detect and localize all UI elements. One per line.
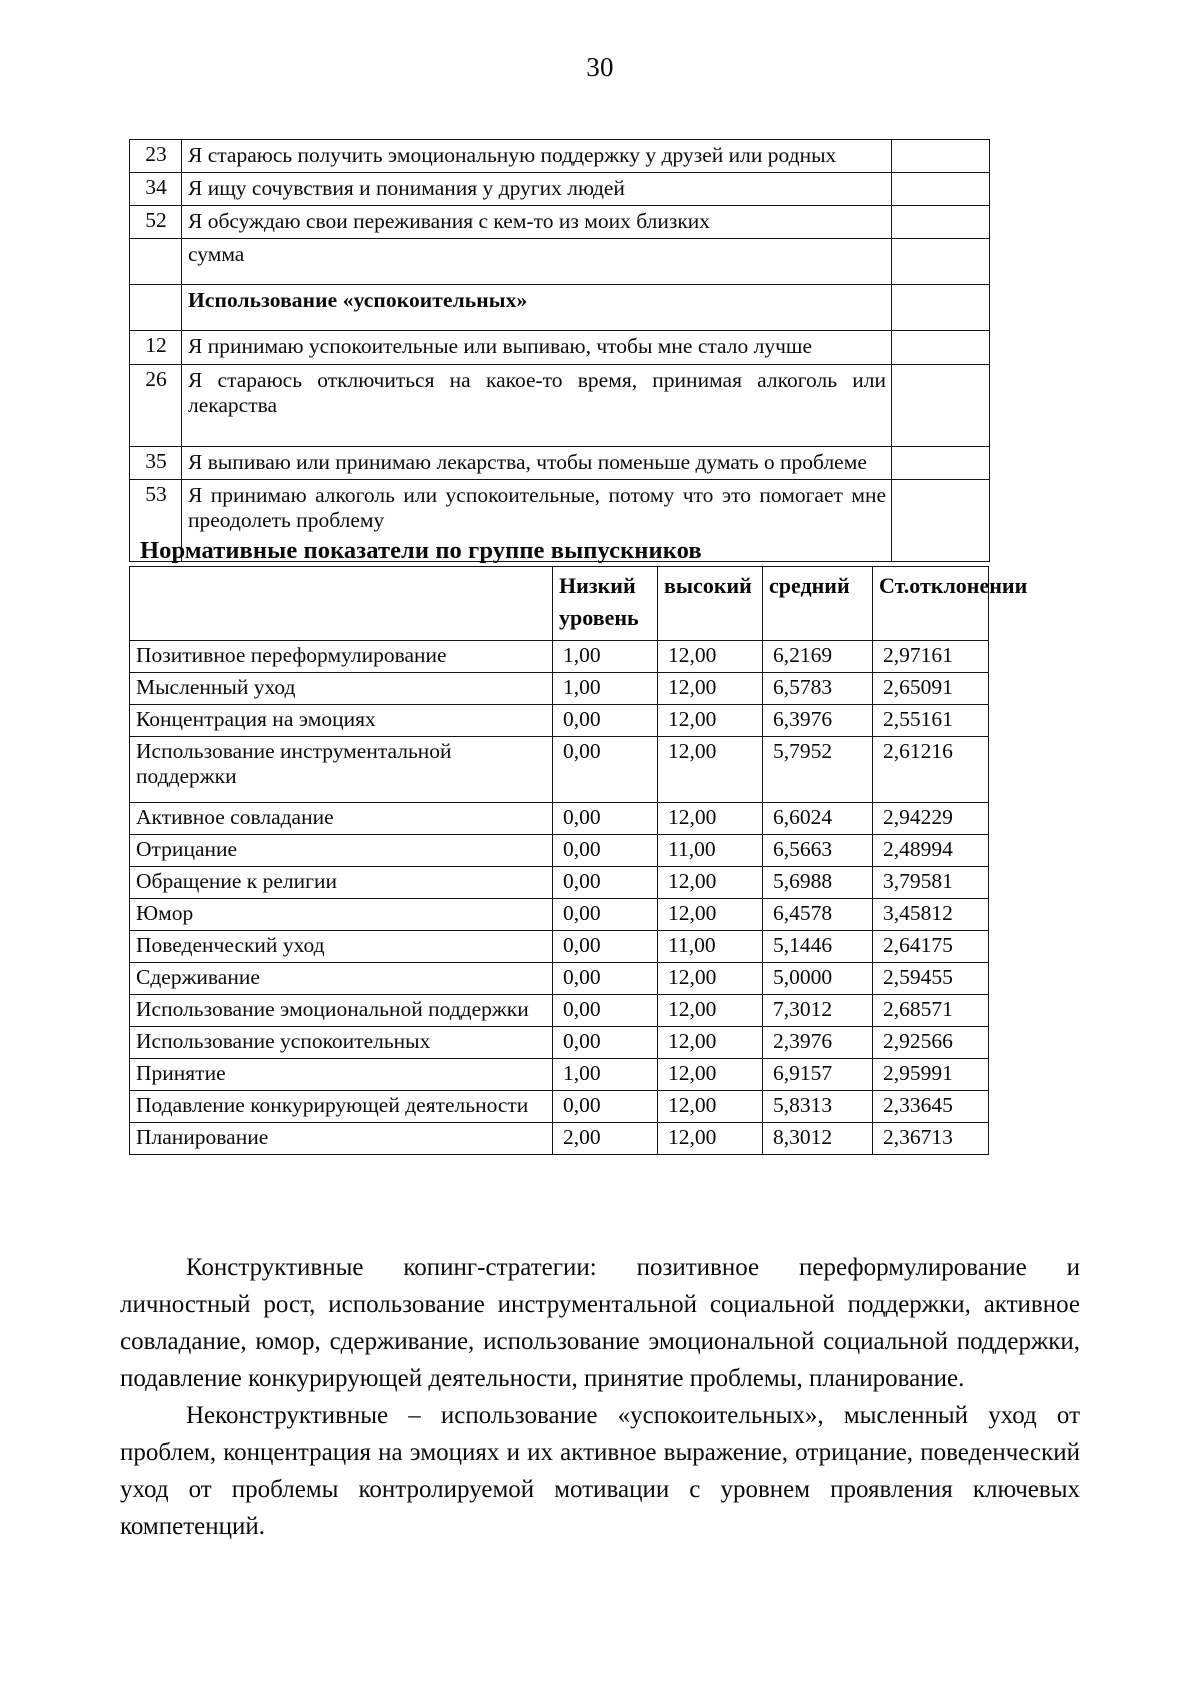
high-value: 12,00	[658, 1091, 763, 1123]
high-value: 12,00	[658, 705, 763, 737]
table-row-sum	[130, 239, 990, 285]
questionnaire-table	[129, 139, 990, 562]
low-value: 0,00	[553, 1091, 658, 1123]
high-value: 12,00	[658, 1123, 763, 1155]
table-row	[130, 835, 989, 867]
table-row	[130, 173, 990, 206]
sd-value: 2,33645	[873, 1091, 989, 1123]
table-row	[130, 364, 990, 446]
table-row	[130, 641, 989, 673]
scale-name: Обращение к религии	[130, 867, 553, 899]
mean-value: 6,2169	[763, 641, 873, 673]
table-row-section	[130, 285, 990, 331]
sd-value: 2,94229	[873, 803, 989, 835]
high-value: 12,00	[658, 995, 763, 1027]
sd-value: 2,92566	[873, 1027, 989, 1059]
table-row	[130, 803, 989, 835]
sd-value: 2,36713	[873, 1123, 989, 1155]
paragraph-constructive: Конструктивные копинг-стратегии: позитивное переформулирование и личностный рост, использование инструментальной социальной поддержки, активное совладание, юмор, сдерживание, использование эмоциональной социальной поддержки, подавление конкурирующей деятельности, принятие проблемы, планирование.	[120, 1254, 1080, 1392]
high-value: 12,00	[658, 803, 763, 835]
item-text: Я принимаю успокоительные или выпиваю, чтобы мне стало лучше	[182, 331, 892, 364]
mean-value: 6,9157	[763, 1059, 873, 1091]
mean-value: 5,0000	[763, 963, 873, 995]
low-value: 0,00	[553, 995, 658, 1027]
paragraph-nonconstructive: Неконструктивные – использование «успокоительных», мысленный уход от проблем, концентрация на эмоциях и их активное выражение, отрицание, поведенческий уход от проблемы контролируемой мотивации с уровнем проявления ключевых компетенций.	[120, 1402, 1080, 1540]
high-value: 12,00	[658, 899, 763, 931]
high-value: 11,00	[658, 835, 763, 867]
norms-table-container	[129, 566, 1028, 1155]
mean-value: 5,8313	[763, 1091, 873, 1123]
scale-name: Позитивное переформулирование	[130, 641, 553, 673]
sd-value: 2,48994	[873, 835, 989, 867]
table-row	[130, 446, 990, 479]
item-score-cell[interactable]	[892, 173, 990, 206]
high-value: 12,00	[658, 1027, 763, 1059]
sd-value: 3,79581	[873, 867, 989, 899]
high-value: 12,00	[658, 867, 763, 899]
low-value: 0,00	[553, 803, 658, 835]
mean-value: 2,3976	[763, 1027, 873, 1059]
sd-value: 2,68571	[873, 995, 989, 1027]
item-number: 12	[130, 331, 182, 364]
scale-name: Сдерживание	[130, 963, 553, 995]
item-text: Я принимаю алкоголь или успокоительные, потому что это помогает мне преодолеть проблему	[182, 479, 892, 561]
sd-value: 2,64175	[873, 931, 989, 963]
scale-name: Отрицание	[130, 835, 553, 867]
table-row	[130, 1027, 989, 1059]
low-value: 0,00	[553, 705, 658, 737]
table-row	[130, 1091, 989, 1123]
table-row	[130, 737, 989, 803]
low-value: 2,00	[553, 1123, 658, 1155]
item-number: 53	[130, 479, 182, 561]
sd-value: 2,97161	[873, 641, 989, 673]
item-score-cell[interactable]	[892, 206, 990, 239]
mean-value: 6,3976	[763, 705, 873, 737]
scale-name: Концентрация на эмоциях	[130, 705, 553, 737]
mean-value: 5,7952	[763, 737, 873, 803]
low-value: 0,00	[553, 867, 658, 899]
item-number: 26	[130, 364, 182, 446]
low-value: 0,00	[553, 737, 658, 803]
item-score-cell[interactable]	[892, 331, 990, 364]
section-heading: Использование «успокоительных»	[182, 285, 892, 331]
body-text-block	[120, 1249, 1080, 1545]
low-value: 0,00	[553, 931, 658, 963]
column-header-sd: Ст.отклонении	[873, 567, 989, 641]
table-row	[130, 995, 989, 1027]
low-value: 1,00	[553, 1059, 658, 1091]
sd-value: 2,61216	[873, 737, 989, 803]
questionnaire-table-container	[129, 139, 989, 562]
table-row	[130, 963, 989, 995]
column-header-mean: средний	[763, 567, 873, 641]
scale-name: Планирование	[130, 1123, 553, 1155]
item-text: Я обсуждаю свои переживания с кем-то из моих близких	[182, 206, 892, 239]
item-score-cell[interactable]	[892, 364, 990, 446]
sd-value: 2,65091	[873, 673, 989, 705]
high-value: 12,00	[658, 673, 763, 705]
table-row	[130, 673, 989, 705]
column-header-low: Низкий уровень	[553, 567, 658, 641]
scale-name: Принятие	[130, 1059, 553, 1091]
item-text: Я ищу сочувствия и понимания у других людей	[182, 173, 892, 206]
mean-value: 5,6988	[763, 867, 873, 899]
item-number: 52	[130, 206, 182, 239]
item-text: Я выпиваю или принимаю лекарства, чтобы поменьше думать о проблеме	[182, 446, 892, 479]
sum-score-cell[interactable]	[892, 239, 990, 285]
table-row	[130, 705, 989, 737]
table-row	[130, 1123, 989, 1155]
item-number	[130, 239, 182, 285]
table-row	[130, 331, 990, 364]
sd-value: 2,55161	[873, 705, 989, 737]
questionnaire-table-body	[130, 140, 990, 562]
item-number: 23	[130, 140, 182, 173]
table-row	[130, 206, 990, 239]
mean-value: 5,1446	[763, 931, 873, 963]
scale-name: Использование успокоительных	[130, 1027, 553, 1059]
sd-value: 2,95991	[873, 1059, 989, 1091]
item-number: 34	[130, 173, 182, 206]
high-value: 12,00	[658, 737, 763, 803]
mean-value: 6,4578	[763, 899, 873, 931]
low-value: 0,00	[553, 835, 658, 867]
table-row	[130, 140, 990, 173]
low-value: 1,00	[553, 641, 658, 673]
item-text: Я стараюсь получить эмоциональную поддержку у друзей или родных	[182, 140, 892, 173]
column-header-scale	[130, 567, 553, 641]
scale-name: Использование эмоциональной поддержки	[130, 995, 553, 1027]
norms-table-body	[130, 641, 989, 1155]
low-value: 0,00	[553, 963, 658, 995]
norms-table-head	[130, 567, 1028, 641]
high-value: 11,00	[658, 931, 763, 963]
high-value: 12,00	[658, 641, 763, 673]
table-row	[130, 931, 989, 963]
item-score-cell[interactable]	[892, 479, 990, 561]
mean-value: 7,3012	[763, 995, 873, 1027]
norms-table-caption: Нормативные показатели по группе выпускников	[140, 537, 702, 564]
item-number	[130, 285, 182, 331]
item-text: Я стараюсь отключиться на какое-то время, принимая алкоголь или лекарства	[182, 364, 892, 446]
sd-value: 2,59455	[873, 963, 989, 995]
item-score-cell[interactable]	[892, 140, 990, 173]
low-value: 0,00	[553, 899, 658, 931]
table-row	[130, 867, 989, 899]
high-value: 12,00	[658, 963, 763, 995]
sum-label: сумма	[182, 239, 892, 285]
scale-name: Мысленный уход	[130, 673, 553, 705]
scale-name: Активное совладание	[130, 803, 553, 835]
item-number: 35	[130, 446, 182, 479]
scale-name: Подавление конкурирующей деятельности	[130, 1091, 553, 1123]
mean-value: 6,6024	[763, 803, 873, 835]
low-value: 0,00	[553, 1027, 658, 1059]
column-header-high: высокий	[658, 567, 763, 641]
norms-header-row	[130, 567, 989, 641]
table-row	[130, 899, 989, 931]
section-score-cell[interactable]	[892, 285, 990, 331]
table-row	[130, 1059, 989, 1091]
mean-value: 6,5663	[763, 835, 873, 867]
norms-table	[129, 566, 1028, 1155]
sd-value: 3,45812	[873, 899, 989, 931]
scale-name: Использование инструментальной поддержки	[130, 737, 553, 803]
high-value: 12,00	[658, 1059, 763, 1091]
low-value: 1,00	[553, 673, 658, 705]
scale-name: Поведенческий уход	[130, 931, 553, 963]
item-score-cell[interactable]	[892, 446, 990, 479]
mean-value: 8,3012	[763, 1123, 873, 1155]
scale-name: Юмор	[130, 899, 553, 931]
mean-value: 6,5783	[763, 673, 873, 705]
page-number: 30	[586, 52, 614, 82]
